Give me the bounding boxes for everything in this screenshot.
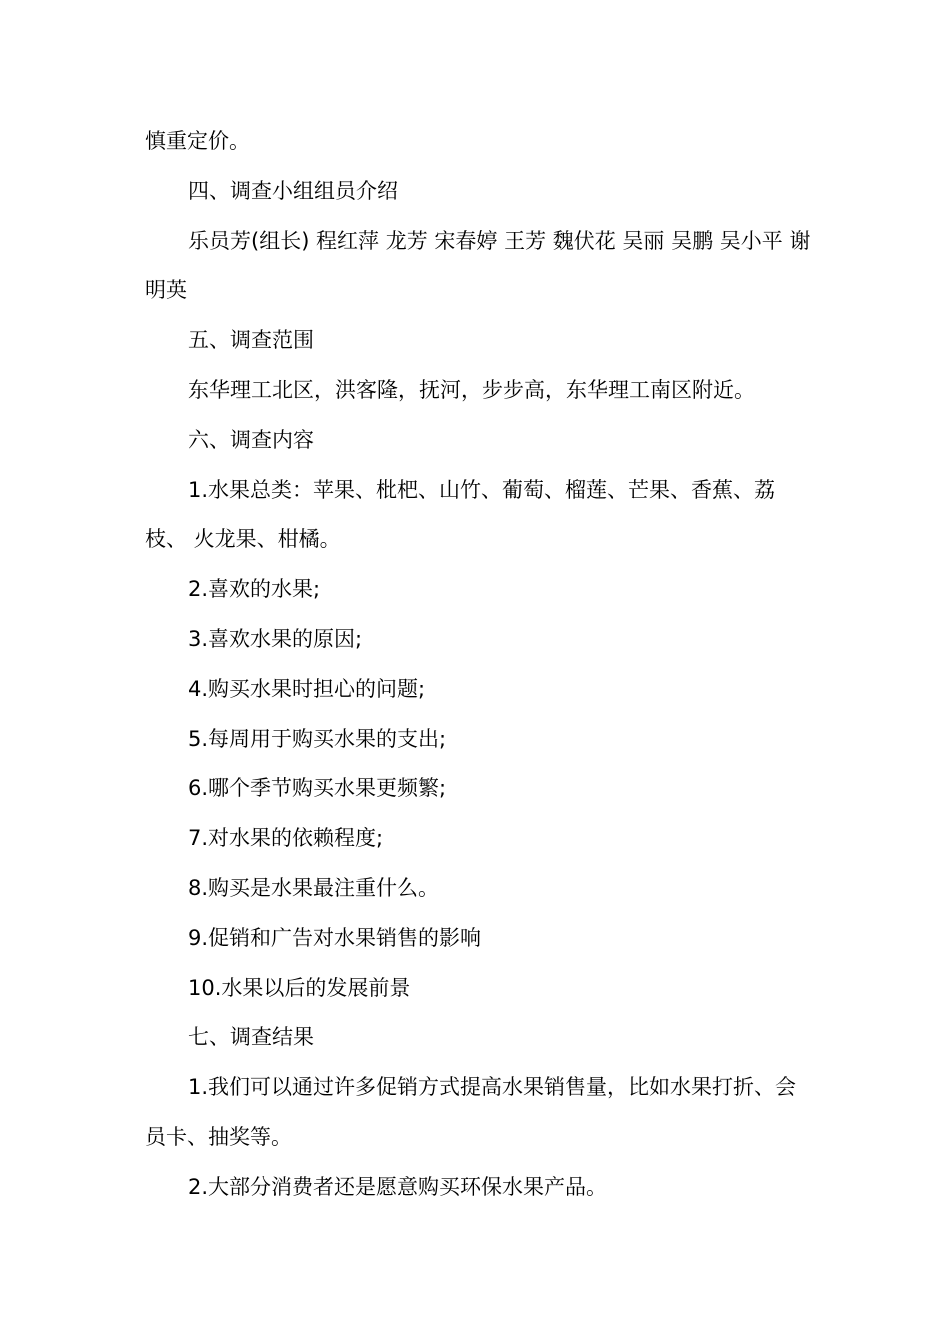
document-body (145, 117, 815, 1213)
heading-survey-scope: 五、调查范围 (188, 328, 314, 353)
list-item-reasons: 3.喜欢水果的原因; (188, 626, 363, 651)
list-item-weekly-spending: 5.每周用于购买水果的支出; (188, 726, 447, 751)
list-item-concerns: 4.购买水果时担心的问题; (188, 676, 426, 701)
heading-team-members: 四、调查小组组员介绍 (188, 178, 398, 203)
list-item-priority: 8.购买是水果最注重什么。 (188, 875, 440, 900)
paragraph-pricing-note: 慎重定价。 (145, 129, 250, 153)
result-item-promotions: 1.我们可以通过许多促销方式提高水果销售量，比如水果打折、会员卡、抽奖等。 (145, 1075, 797, 1149)
list-item-favorite-fruit: 2.喜欢的水果; (188, 577, 321, 602)
list-item-dependence: 7.对水果的依赖程度; (188, 826, 384, 851)
paragraph-member-list: 乐员芳(组长) 程红萍 龙芳 宋春婷 王芳 魏伏花 吴丽 吴鹏 吴小平 谢明英 (145, 228, 811, 303)
heading-survey-results: 七、调查结果 (188, 1025, 314, 1050)
list-item-future-prospects: 10.水果以后的发展前景 (188, 975, 411, 1000)
heading-survey-content: 六、调查内容 (188, 427, 314, 452)
list-item-season: 6.哪个季节购买水果更频繁; (188, 776, 447, 801)
paragraph-survey-locations: 东华理工北区，洪客隆，抚河，步步高，东华理工南区附近。 (188, 377, 755, 402)
list-item-promotion-impact: 9.促销和广告对水果销售的影响 (188, 925, 482, 950)
result-item-eco-products: 2.大部分消费者还是愿意购买环保水果产品。 (188, 1174, 608, 1199)
list-item-fruit-types: 1.水果总类：苹果、枇杷、山竹、葡萄、榴莲、芒果、香蕉、荔枝、 火龙果、柑橘。 (145, 477, 776, 552)
